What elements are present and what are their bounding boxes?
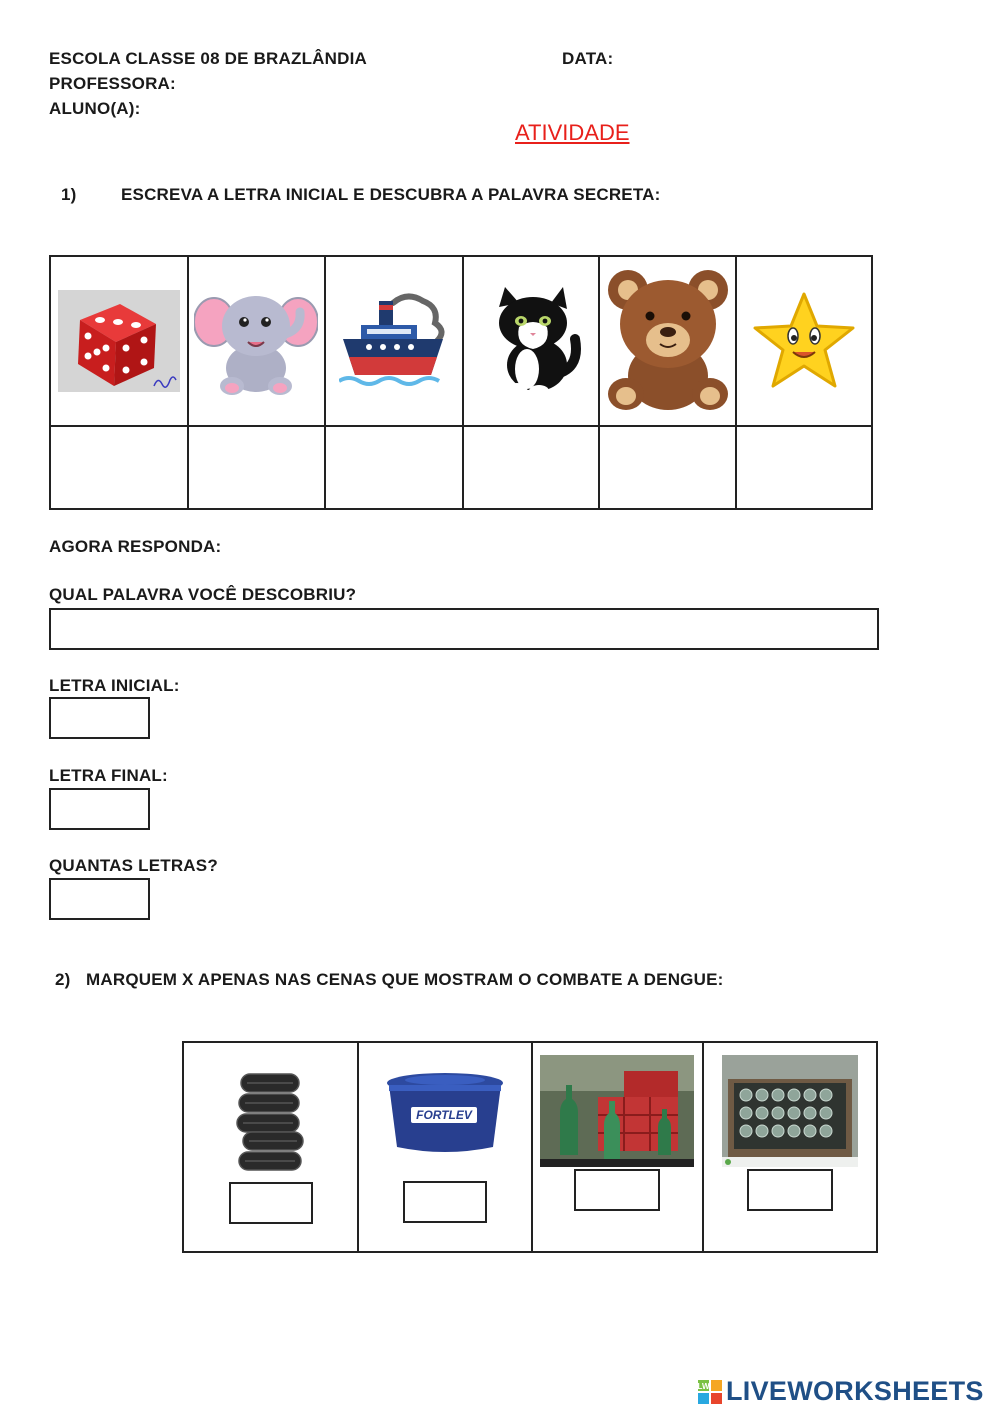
date-label: DATA:: [562, 49, 614, 68]
q2-table: [182, 1041, 878, 1253]
final-letter-input[interactable]: [49, 788, 150, 830]
q2-number: 2): [55, 970, 71, 989]
tank-brand-text: FORTLEV: [415, 1108, 472, 1122]
liveworksheets-logo[interactable]: [698, 1376, 984, 1407]
q2-instruction: MARQUEM X APENAS NAS CENAS QUE MOSTRAM O COMBATE A DENGUE:: [86, 970, 724, 989]
q1-image-cell: [325, 256, 463, 426]
initial-letter-input[interactable]: [49, 697, 150, 739]
answers-intro: AGORA RESPONDA:: [49, 537, 222, 556]
star-icon: [751, 290, 857, 392]
q1-image-cell: [188, 256, 325, 426]
secret-word-input[interactable]: [49, 608, 879, 650]
q2-scene-cell: [703, 1042, 877, 1252]
q1-answer-cell[interactable]: [188, 426, 325, 509]
school-name: ESCOLA CLASSE 08 DE BRAZLÂNDIA: [49, 49, 368, 68]
logo-letters: LW: [698, 1381, 710, 1391]
cat-icon: [481, 285, 581, 397]
q2-scene-cell: [358, 1042, 531, 1252]
teddy-bear-icon: [606, 266, 730, 416]
final-letter-label: LETRA FINAL:: [49, 766, 168, 785]
q1-answer-cell[interactable]: [325, 426, 463, 509]
tires-icon: [235, 1070, 307, 1174]
q2-check-box[interactable]: [747, 1169, 833, 1211]
teacher-label: PROFESSORA:: [49, 74, 176, 93]
ship-icon: [339, 291, 449, 391]
brand-name: LIVEWORKSHEETS: [726, 1376, 984, 1406]
student-label: ALUNO(A):: [49, 99, 141, 118]
elephant-icon: [194, 286, 318, 396]
q2-scene-cell: [183, 1042, 358, 1252]
word-question-label: QUAL PALAVRA VOCÊ DESCOBRIU?: [49, 585, 357, 604]
q1-image-cell: [463, 256, 599, 426]
q2-check-box[interactable]: [403, 1181, 487, 1223]
bottles-crates-icon: [540, 1055, 694, 1167]
bottles-box-icon: [722, 1055, 858, 1167]
q1-image-cell: [736, 256, 872, 426]
q1-image-cell: [599, 256, 736, 426]
q2-scene-cell: [532, 1042, 704, 1252]
letter-count-label: QUANTAS LETRAS?: [49, 856, 218, 875]
logo-grid-icon: [698, 1380, 722, 1404]
water-tank-icon: [383, 1071, 507, 1155]
page-title: ATIVIDADE: [515, 120, 630, 145]
q1-image-cell: [50, 256, 188, 426]
initial-letter-label: LETRA INICIAL:: [49, 676, 180, 695]
q1-instruction: ESCREVA A LETRA INICIAL E DESCUBRA A PALAVRA SECRETA:: [121, 185, 661, 204]
letter-count-input[interactable]: [49, 878, 150, 920]
q1-answer-cell[interactable]: [736, 426, 872, 509]
q1-answer-cell[interactable]: [50, 426, 188, 509]
q2-check-box[interactable]: [229, 1182, 313, 1224]
q1-table: [49, 255, 873, 510]
q1-answer-cell[interactable]: [463, 426, 599, 509]
q2-check-box[interactable]: [574, 1169, 660, 1211]
q1-answer-cell[interactable]: [599, 426, 736, 509]
dice-icon: [58, 290, 180, 392]
q1-number: 1): [61, 185, 77, 204]
